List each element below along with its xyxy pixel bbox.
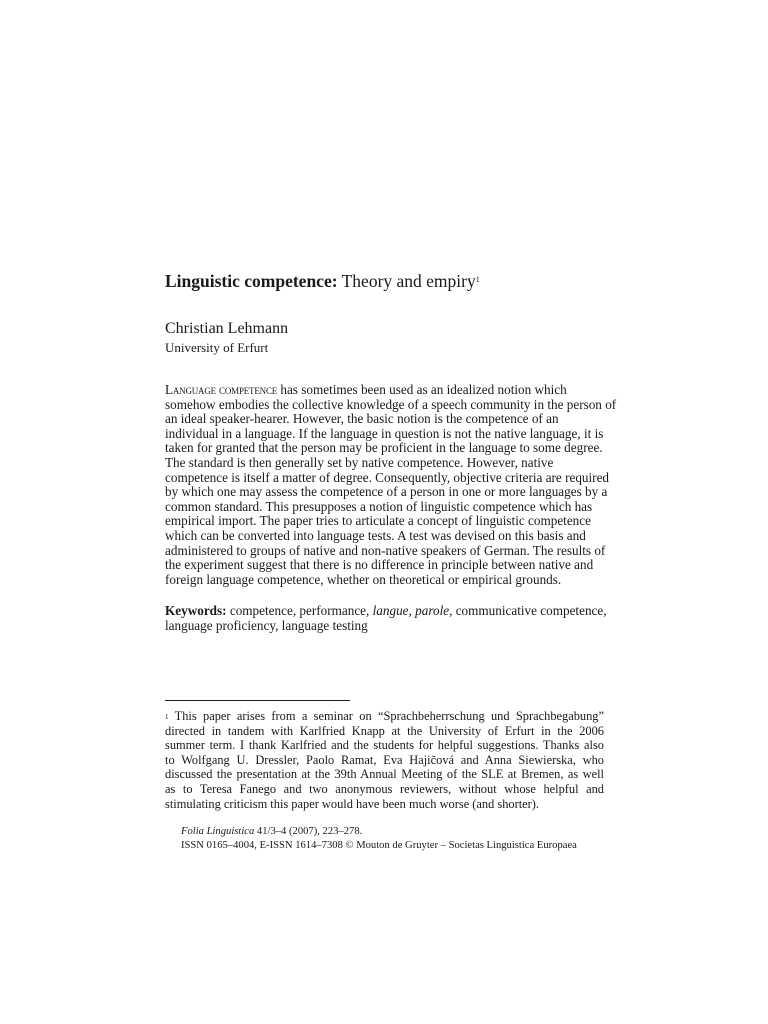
title-main: Linguistic competence: bbox=[165, 271, 338, 291]
keywords-line: Keywords: competence, performance, langue, parole, communicative competence, bbox=[165, 603, 607, 618]
footnote-line: as to Teresa Fanego and two anonymous reviewers, without whose helpful and bbox=[165, 781, 604, 796]
abstract-line: Language competence has sometimes been used as an idealized notion which bbox=[165, 382, 567, 397]
footnote-line: summer term. I thank Karlfried and the students for helpful suggestions. Thanks also bbox=[165, 738, 604, 753]
article-title bbox=[165, 270, 480, 292]
keyword-parole: parole bbox=[415, 603, 450, 618]
abstract-line: which can be converted into language tests. A test was devised on this basis and bbox=[165, 527, 586, 543]
abstract-line: empirical import. The paper tries to articulate a concept of linguistic competence bbox=[165, 513, 591, 529]
abstract-line: taken for granted that the person may be proficient in the language to some degree. bbox=[165, 440, 603, 456]
keywords-label: Keywords: bbox=[165, 603, 227, 618]
title-subtitle: Theory and empiry bbox=[337, 271, 476, 291]
abstract-line: the experiment suggest that there is no difference in principle between native and bbox=[165, 557, 594, 573]
author-name: Christian Lehmann bbox=[165, 320, 289, 337]
footnote-marker: 1 bbox=[165, 713, 169, 721]
abstract bbox=[165, 383, 615, 587]
footnote bbox=[165, 709, 604, 811]
footnote-divider bbox=[165, 700, 350, 701]
keyword-langue: langue bbox=[372, 603, 409, 618]
keywords bbox=[165, 603, 615, 633]
footnote-line: $^1$ This paper arises from a seminar on “Sprachbeherrschung und Sprachbegabung” bbox=[165, 709, 604, 723]
abstract-line: common standard. This presupposes a notion of linguistic competence which has bbox=[165, 498, 593, 514]
abstract-line: individual in a language. If the language in question is not the native language, it is bbox=[165, 425, 604, 441]
abstract-lead-term: Language competence bbox=[165, 382, 278, 397]
abstract-line: competence is itself a matter of degree. Consequently, objective criteria are required bbox=[165, 469, 610, 485]
abstract-line: administered to groups of native and non-native speakers of German. The results of bbox=[165, 542, 606, 558]
abstract-line: an ideal speaker-hearer. However, the basic notion is the competence of an bbox=[165, 411, 559, 427]
footnote-line: discussed the presentation at the 39th Annual Meeting of the SLE at Bremen, as well bbox=[165, 767, 604, 782]
abstract-line: foreign language competence, whether on theoretical or empirical grounds. bbox=[165, 571, 562, 587]
journal-details: 41/3–4 (2007), 223–278. bbox=[254, 826, 363, 837]
abstract-line: The standard is then generally set by native competence. However, native bbox=[165, 454, 554, 470]
title-footnote-marker: 1 bbox=[475, 275, 480, 284]
author-affiliation: University of Erfurt bbox=[165, 340, 269, 355]
footnote-line: directed in tandem with Karlfried Knapp at the University of Erfurt in the 2006 bbox=[165, 723, 604, 738]
keywords-line: language proficiency, language testing bbox=[165, 618, 368, 633]
journal-name: Folia Linguistica bbox=[181, 826, 255, 837]
footnote-line: stimulating criticism this paper would have been much worse (and shorter). bbox=[165, 796, 540, 811]
abstract-line: by which one may assess the competence of a person in one or more languages by a bbox=[165, 484, 608, 500]
journal-citation bbox=[181, 825, 362, 839]
issn-line: ISSN 0165–4004, E-ISSN 1614–7308 © Mouton de Gruyter – Societas Linguistica Europaea bbox=[181, 840, 577, 851]
abstract-line: somehow embodies the collective knowledge of a speech community in the person of bbox=[165, 396, 617, 412]
footnote-line: to Wolfgang U. Dressler, Paolo Ramat, Eva Hajičová and Anna Siewierska, who bbox=[165, 752, 604, 767]
